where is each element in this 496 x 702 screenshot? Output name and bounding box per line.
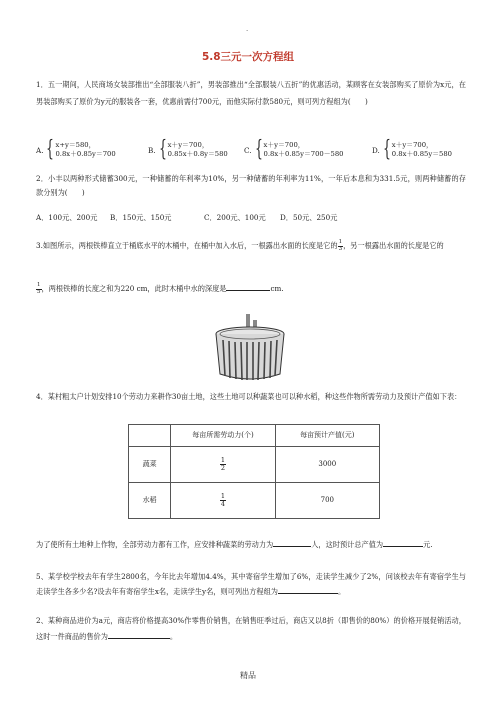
question-2-text: 2．小丰以两种形式储蓄300元，一种储蓄的年利率为10%，另一种储蓄的年利率为11%，一年后本息和为331.5元，则两种储蓄的存款分别为( ) <box>36 174 466 197</box>
fraction <box>220 493 226 508</box>
answer-blank[interactable] <box>226 282 270 291</box>
crop-table <box>128 424 380 519</box>
q4-after-text-1: 为了使所有土地种上作物，全部劳动力都有工作，应安排种蔬菜的劳动力为 <box>36 540 274 549</box>
labor-cell <box>171 447 275 483</box>
q6-text: 2、某种商品进价为a元，商店将价格提高30%作零售价销售，在销售旺季过后，商店又以8折（即售价的80%）的价格开展促销活动，这时一件商品的售价为 <box>36 616 466 641</box>
fraction-numerator: 1 <box>220 492 226 500</box>
question-6-text <box>36 613 466 645</box>
equation-2: 0.85x＋0.8y＝580 <box>167 150 228 158</box>
bucket-body <box>216 334 284 379</box>
question-1-text: 1．五一期间，人民商场女装部推出“全部服装八折”，男装部推出“全部服装八五折”的优惠活动，某顾客在女装部购买了原价为x元，在男装部购买了原价为y元的服装各一套，优惠前需付700元，而他实际付款580元，则可列方程组为( ) <box>36 80 466 106</box>
brace-icon: { <box>158 137 167 162</box>
q2-option-a[interactable]: A．100元、200元 <box>36 213 98 222</box>
value-cell: 700 <box>275 483 379 519</box>
answer-blank[interactable] <box>108 630 170 639</box>
equation-system <box>55 141 115 159</box>
equation-1: x＋y＝700， <box>391 141 433 149</box>
brace-icon: { <box>382 137 391 162</box>
value-cell: 3000 <box>275 447 379 483</box>
answer-blank[interactable] <box>383 538 423 547</box>
brace-icon: { <box>46 137 55 162</box>
q1-option-b[interactable] <box>148 138 228 162</box>
question-5-text <box>36 570 466 599</box>
option-label: B. <box>148 145 156 155</box>
question-3-line-1 <box>36 240 444 252</box>
q4-after-text-3: 元. <box>423 540 433 549</box>
equation-system <box>168 141 228 159</box>
brace-icon: { <box>254 137 263 162</box>
table-row <box>129 447 380 483</box>
table-header-row <box>129 425 380 447</box>
q1-option-d[interactable] <box>372 138 452 162</box>
equation-system <box>264 141 344 159</box>
fraction <box>220 457 226 472</box>
table-header-cell <box>129 425 171 447</box>
q5-text: 5、某学校学校去年有学生2800名，今年比去年增加4.4%，其中寄宿学生增加了6%，走读学生减少了2%，问该校去年有寄宿学生与走读学生各多少名?设去年有寄宿学生x名，走读学生y名，则可列出方程组为 <box>36 572 466 596</box>
q2-option-b[interactable]: B．150元、150元 <box>110 213 172 222</box>
top-mark: · <box>246 27 249 35</box>
equation-1: x＋y＝700， <box>167 141 209 149</box>
table-row <box>129 483 380 519</box>
equation-2: 0.8x＋0.85y＝700－580 <box>263 150 344 158</box>
q3-text-part-1: 3.如图所示，两根铁棒直立于桶底水平的木桶中，在桶中加入水后，一根露出水面的长度是它的 <box>36 241 338 250</box>
crop-name: 水稻 <box>129 483 171 519</box>
table-header-cell: 每亩所需劳动力(个) <box>171 425 275 447</box>
fraction-numerator: 1 <box>220 456 226 464</box>
answer-blank[interactable] <box>273 538 311 547</box>
q3-text-part-2: ，另一根露出水面的长度是它的 <box>343 241 444 250</box>
question-3-line-2 <box>36 282 284 295</box>
option-label: A. <box>36 145 44 155</box>
q4-after-text-2: 人，这时预计总产值为 <box>311 540 384 549</box>
fraction-numerator: 1 <box>338 239 343 245</box>
option-label: D. <box>372 145 380 155</box>
footer-label: 精品 <box>240 671 256 680</box>
bucket-illustration <box>205 312 295 384</box>
equation-system <box>392 141 452 159</box>
answer-blank[interactable] <box>278 585 338 594</box>
equation-1: x＋y＝700， <box>263 141 305 149</box>
q3-text-part-4: cm. <box>270 284 284 293</box>
q5-end: 。 <box>337 586 346 596</box>
equation-1: x+y＝580， <box>55 141 96 149</box>
table-header-cell: 每亩预计产值(元) <box>275 425 379 447</box>
q1-option-c[interactable] <box>244 138 343 162</box>
q2-option-c[interactable]: C．200元、100元 <box>204 213 266 222</box>
fraction-denominator: 3 <box>338 245 343 252</box>
q1-option-a[interactable] <box>36 138 116 162</box>
q6-end: 。 <box>169 632 178 641</box>
equation-2: 0.8x＋0.85y＝700 <box>55 150 116 158</box>
fraction-denominator: 5 <box>37 288 41 295</box>
fraction-denominator: 4 <box>220 500 226 508</box>
crop-name: 蔬菜 <box>129 447 171 483</box>
equation-2: 0.8x＋0.85y＝580 <box>391 150 452 158</box>
q2-option-d[interactable]: D．50元、250元 <box>280 213 338 222</box>
labor-cell <box>171 483 275 519</box>
page-title: 5.8三元一次方程组 <box>201 51 295 63</box>
question-4-followup <box>36 538 466 552</box>
question-4-text: 4．某村粗太户计划安排10个劳动力来耕作30亩土地，这些土地可以种蔬菜也可以种水稻，种这些作物所需劳动力及预计产值如下表： <box>36 392 462 401</box>
q3-text-part-3: ，两根铁棒的长度之和为220 cm，此时木桶中水的深度是 <box>41 284 227 293</box>
fraction-denominator: 2 <box>220 464 226 472</box>
fraction-numerator: 1 <box>37 282 41 288</box>
option-label: C. <box>244 145 252 155</box>
